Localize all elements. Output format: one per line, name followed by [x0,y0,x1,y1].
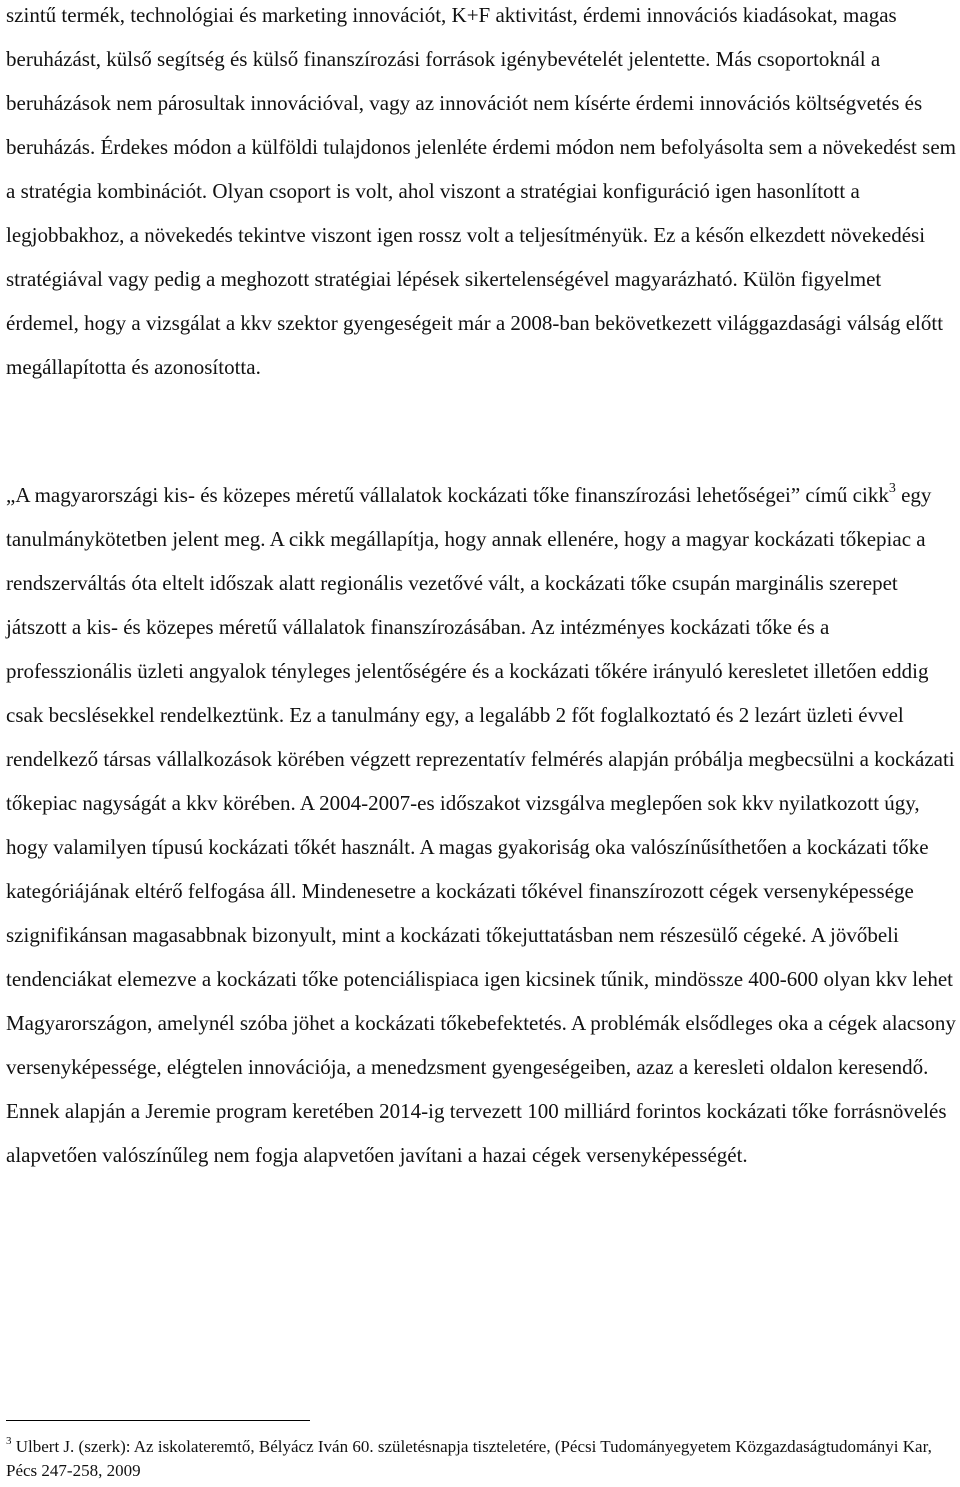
footnote-reference: 3 [888,481,896,496]
footnote-separator [6,1420,310,1421]
footnote-marker: 3 [6,1435,12,1448]
body-paragraph [6,473,958,1177]
paragraph-text: „A magyarországi kis- és közepes méretű vállalatok kockázati tőke finanszírozási lehetőségei” című cikk [6,483,889,507]
footnote [6,1435,958,1483]
footnote-text: Ulbert J. (szerk): Az iskolateremtő, Bélyácz Iván 60. születésnapja tiszteletére, (Pécsi Tudományegyetem Közgazdaságtudományi Kar, Pécs 247-258, 2009 [6,1437,932,1480]
body-paragraph: szintű termék, technológiai és marketing innovációt, K+F aktivitást, érdemi innovációs kiadásokat, magas beruházást, külső segítség és külső finanszírozási források igénybevételét jelentette. Más csoportoknál a beruházások nem párosultak innovációval, vagy az innovációt nem kísérte érdemi innovációs költségvetés és beruházás. Érdekes módon a külföldi tulajdonos jelenléte érdemi módon nem befolyásolta sem a növekedést sem a stratégia kombinációt. Olyan csoport is volt, ahol viszont a stratégiai konfiguráció igen hasonlított a legjobbakhoz, a növekedés tekintve viszont igen rossz volt a teljesítményük. Ez a későn elkezdett növekedési stratégiával vagy pedig a meghozott stratégiai lépések sikertelenségével magyarázható. Külön figyelmet érdemel, hogy a vizsgálat a kkv szektor gyengeségeit már a 2008-ban bekövetkezett világgazdasági válság előtt megállapította és azonosította. [6,3,956,379]
paragraph-text: egy tanulmánykötetben jelent meg. A cikk megállapítja, hogy annak ellenére, hogy a magyar kockázati tőkepiac a rendszerváltás óta eltelt időszak alatt regionális vezetővé vált, a kockázati tőke csupán marginális szerepet játszott a kis- és közepes méretű vállalatok finanszírozásában. Az intézményes kockázati tőke és a professzionális üzleti angyalok tényleges jelentőségére és a kockázati tőkére irányuló keresletet illetően eddig csak becslésekkel rendelkeztünk. Ez a tanulmány egy, a legalább 2 főt foglalkoztató és 2 lezárt üzleti évvel rendelkező társas vállalkozások körében végzett reprezentatív felmérés alapján próbálja megbecsülni a kockázati tőkepiac nagyságát a kkv körében. A 2004-2007-es időszakot vizsgálva meglepően sok kkv nyilatkozott úgy, hogy valamilyen típusú kockázati tőkét használt. A magas gyakoriság oka valószínűsíthetően a kockázati tőke kategóriájának eltérő felfogása áll. Mindenesetre a kockázati tőkével finanszírozott cégek versenyképessége szignifikánsan magasabbnak bizonyult, mint a kockázati tőkejuttatásban nem részesülő cégeké. A jövőbeli tendenciákat elemezve a kockázati tőke potenciálispiaca igen kicsinek tűnik, mindössze 400-600 olyan kkv lehet Magyarországon, amelynél szóba jöhet a kockázati tőkebefektetés. A problémák elsődleges oka a cégek alacsony versenyképessége, elégtelen innovációja, a menedzsment gyengeségeiben, azaz a keresleti oldalon keresendő. Ennek alapján a Jeremie program keretében 2014-ig tervezett 100 milliárd forintos kockázati tőke forrásnövelés alapvetően valószínűleg nem fogja alapvetően javítani a hazai cégek versenyképességét. [6,483,956,1167]
